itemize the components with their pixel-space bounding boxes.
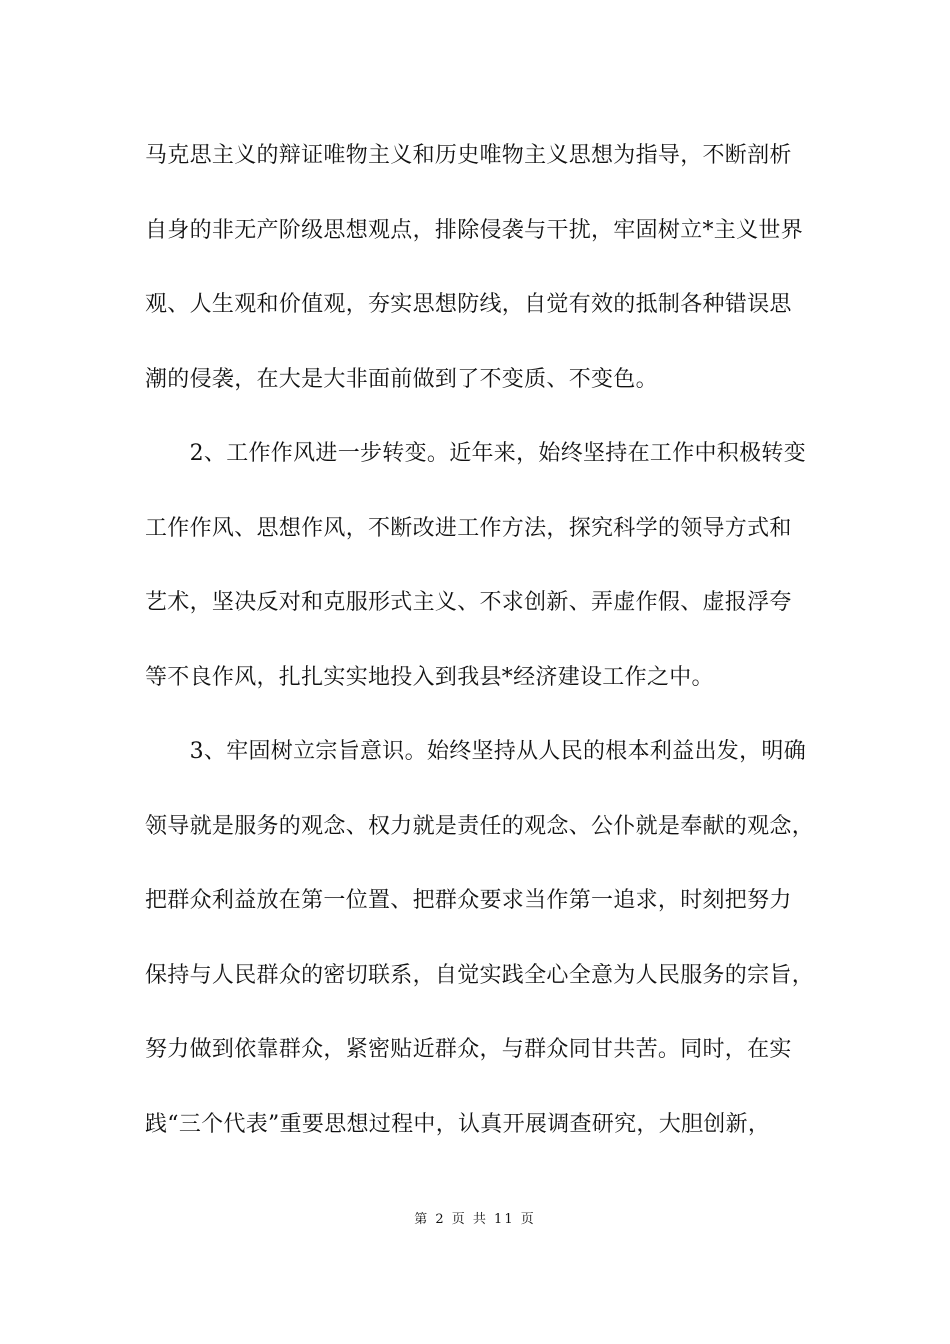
text-line: 保持与人民群众的密切联系，自觉实践全心全意为人民服务的宗旨，: [145, 962, 815, 988]
text-line: 践“三个代表”重要思想过程中，认真开展调查研究，大胆创新，: [145, 1111, 771, 1137]
text-line: 马克思主义的辩证唯物主义和历史唯物主义思想为指导，不断剖析: [145, 143, 792, 168]
text-line: 自身的非无产阶级思想观点，排除侵袭与干扰，牢固树立*主义世界: [145, 217, 804, 243]
text-line: 工作作风、思想作风，不断改进工作方法，探究科学的领导方式和: [145, 515, 792, 541]
text-line: 艺术，坚决反对和克服形式主义、不求创新、弄虚作假、虚报浮夸: [145, 590, 792, 615]
text-line: 把群众利益放在第一位置、把群众要求当作第一追求，时刻把努力: [145, 888, 792, 913]
text-line: 等不良作风，扎扎实实地投入到我县*经济建设工作之中。: [145, 664, 714, 690]
text-line: 潮的侵袭，在大是大非面前做到了不变质、不变色。: [145, 366, 658, 392]
text-line: 2、工作作风进一步转变。近年来，始终坚持在工作中积极转变: [145, 441, 806, 466]
text-line: 3、牢固树立宗旨意识。始终坚持从人民的根本利益出发，明确: [145, 739, 806, 764]
text-line: 努力做到依靠群众，紧密贴近群众，与群众同甘共苦。同时，在实: [145, 1037, 792, 1062]
text-line: 领导就是服务的观念、权力就是责任的观念、公仆就是奉献的观念，: [145, 813, 815, 839]
body-text: [145, 128, 825, 1171]
text-line: 观、人生观和价值观，夯实思想防线，自觉有效的抵制各种错误思: [145, 292, 792, 317]
page-number-footer: 第 2 页 共 11 页: [414, 1212, 536, 1227]
